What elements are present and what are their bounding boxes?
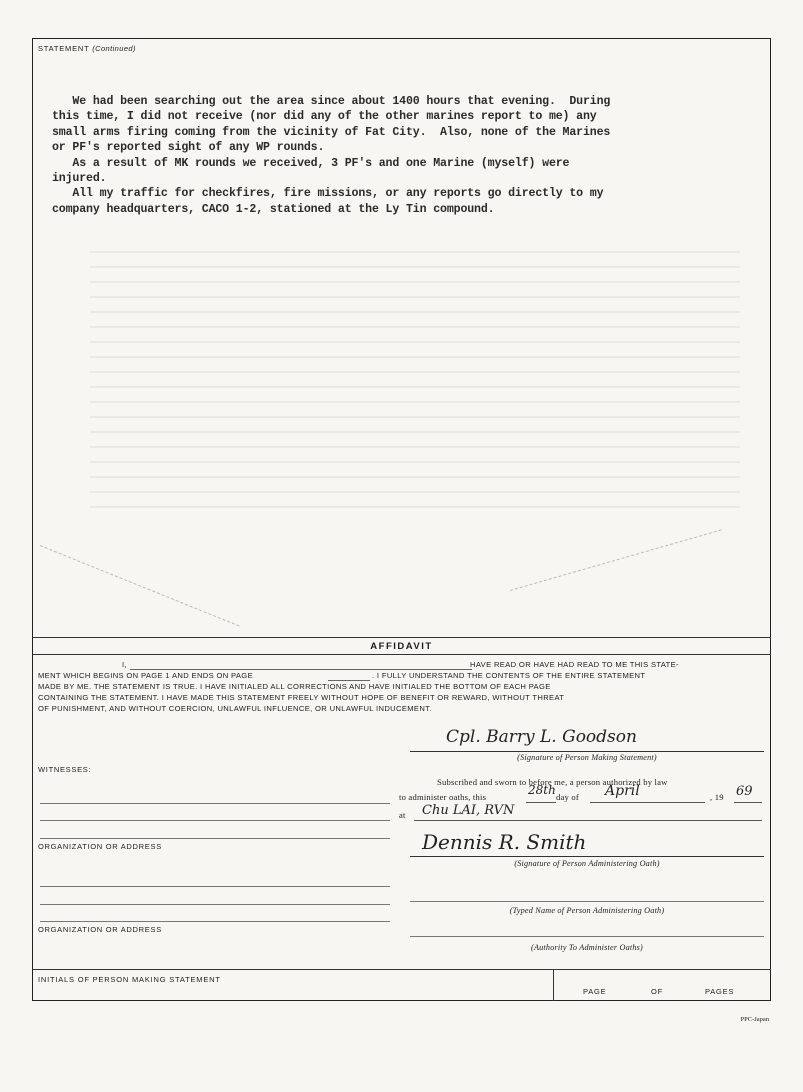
footer-top-rule [33, 969, 771, 970]
statement-line: As a result of MK rounds we received, 3 PF's and one Marine (myself) were [52, 156, 570, 170]
sworn-line-2a: to administer oaths, this [399, 792, 487, 802]
authority-caption: (Authority To Administer Oaths) [531, 943, 643, 952]
statement-line: injured. [52, 172, 107, 186]
organization-label-2: ORGANIZATION OR ADDRESS [38, 925, 162, 934]
printer-imprint: PPC-Japan [740, 1016, 769, 1023]
affidavit-line1: HAVE READ OR HAVE HAD READ TO ME THIS STATE- [470, 660, 679, 669]
witness-line-1c [40, 838, 390, 839]
statement-line: this time, I did not receive (nor did any of the other marines report to me) any [52, 110, 597, 124]
statement-maker-signature: Cpl. Barry L. Goodson [446, 727, 637, 747]
typed-name-caption: (Typed Name of Person Administering Oath) [509, 906, 665, 915]
witnesses-label: WITNESSES: [38, 765, 92, 774]
sworn-month: April [605, 783, 640, 799]
pages-label: PAGES [705, 987, 735, 996]
day-line [526, 802, 556, 803]
witness-line-2c [40, 921, 390, 922]
statement-signature-caption: (Signature of Person Making Statement) [517, 753, 657, 762]
affidavit-top-rule [33, 637, 771, 638]
header-continued: (Continued) [92, 44, 136, 53]
sworn-day: 28th [528, 783, 556, 797]
year-line [734, 802, 762, 803]
authority-line [410, 936, 764, 937]
sworn-line-2b: day of [556, 792, 579, 802]
sworn-year: 69 [736, 784, 753, 799]
statement-line: We had been searching out the area since about 1400 hours that evening. During [52, 95, 611, 108]
sworn-line-1: Subscribed and sworn to before me, a person authorized by law [437, 777, 668, 787]
statement-line: company headquarters, CACO 1-2, stationed at the Ly Tin compound. [52, 202, 495, 216]
affidavit-text [38, 659, 768, 715]
affidavit-title-rule [33, 654, 771, 655]
faded-bleedthrough-text [90, 240, 740, 510]
page-label: PAGE [583, 987, 607, 996]
statement-line: or PF's reported sight of any WP rounds. [52, 141, 325, 155]
statement-continued-header [38, 44, 136, 53]
affidavit-line4: CONTAINING THE STATEMENT. I HAVE MADE THIS STATEMENT FREELY WITHOUT HOPE OF BENEFIT OR REWARD, WITHOUT THREAT [38, 693, 565, 703]
place-line [414, 820, 762, 821]
oath-signature-caption: (Signature of Person Administering Oath) [514, 859, 660, 868]
witness-line-1 [40, 803, 390, 804]
sworn-place: Chu LAI, RVN [422, 803, 515, 818]
oath-signature-line [410, 856, 764, 857]
page-box-divider [553, 969, 554, 1001]
month-line [590, 802, 705, 803]
header-label: STATEMENT [38, 44, 90, 53]
organization-label-1: ORGANIZATION OR ADDRESS [38, 842, 162, 851]
sworn-year-prefix: , 19 [710, 792, 724, 802]
affidavit-line3: MADE BY ME. THE STATEMENT IS TRUE. I HAVE INITIALED ALL CORRECTIONS AND HAVE INITIALED THE BOTTOM OF EACH PAGE [38, 682, 551, 691]
initials-label: INITIALS OF PERSON MAKING STATEMENT [38, 975, 221, 984]
affidavit-line2a: MENT WHICH BEGINS ON PAGE 1 AND ENDS ON PAGE [38, 671, 253, 680]
affidavit-title: AFFIDAVIT [370, 641, 433, 652]
oath-administrator-signature: Dennis R. Smith [422, 830, 587, 854]
witness-line-2b [40, 904, 390, 905]
affidavit-line2b: . I FULLY UNDERSTAND THE CONTENTS OF THE ENTIRE STATEMENT [372, 671, 646, 680]
typed-name-line [410, 901, 764, 902]
witness-line-2 [40, 886, 390, 887]
affidavit-line5: OF PUNISHMENT, AND WITHOUT COERCION, UNLAWFUL INFLUENCE, OR UNLAWFUL INDUCEMENT. [38, 704, 432, 714]
sworn-at: at [399, 810, 406, 820]
witness-line-1b [40, 820, 390, 821]
of-label: OF [651, 987, 664, 996]
statement-line: All my traffic for checkfires, fire missions, or any reports go directly to my [52, 187, 604, 201]
statement-body [52, 94, 752, 217]
affidavit-i: I, [122, 660, 127, 669]
statement-line: small arms firing coming from the vicinity of Fat City. Also, none of the Marines [52, 125, 611, 139]
statement-signature-line [410, 751, 764, 752]
